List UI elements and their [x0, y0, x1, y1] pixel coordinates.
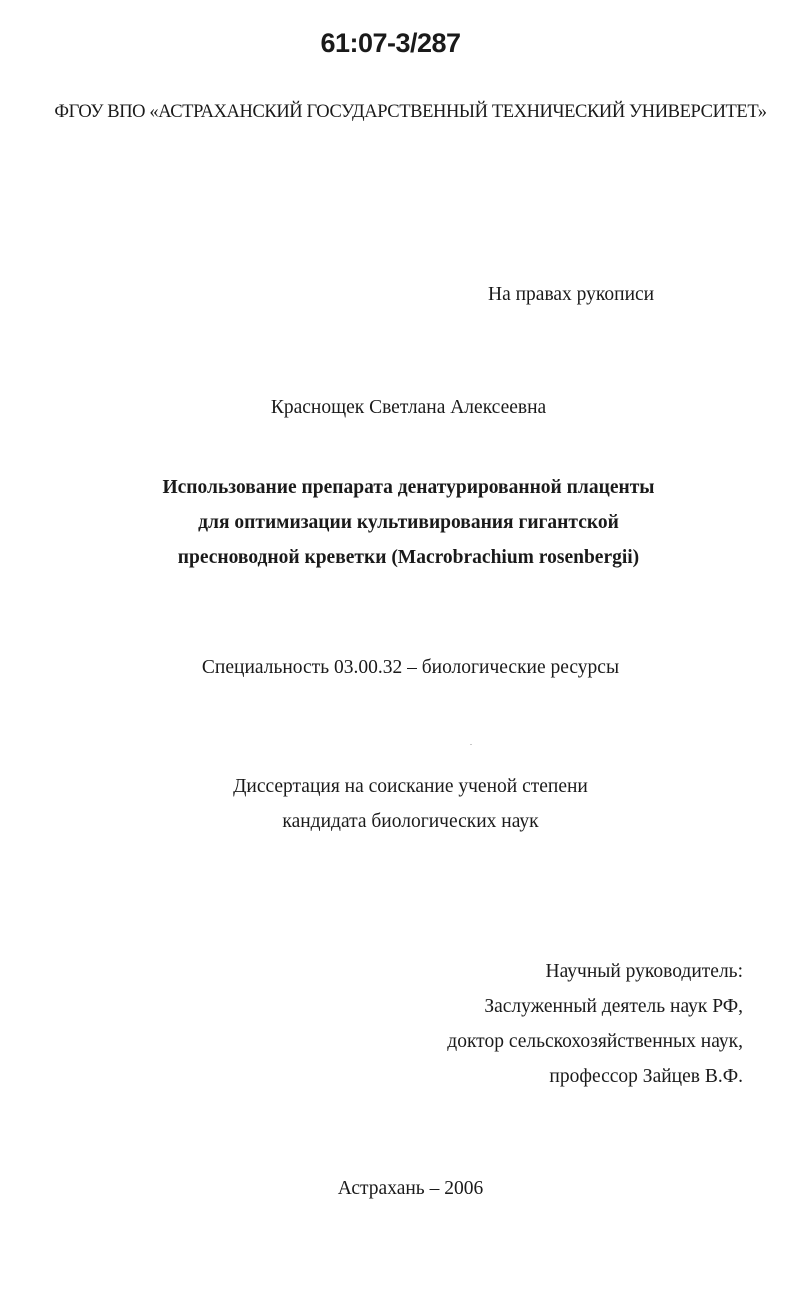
city-year-text: Астрахань – 2006 [337, 1178, 484, 1199]
catalog-number [0, 28, 793, 59]
scan-speck [470, 744, 472, 745]
supervisor-line: Научный руководитель: [545, 961, 743, 982]
title-line: для оптимизации культивирования гигантской [198, 512, 619, 533]
specialty [0, 657, 793, 679]
supervisor-line: Заслуженный деятель наук РФ, [484, 996, 743, 1017]
supervisor-line: профессор Зайцев В.Ф. [549, 1066, 743, 1087]
degree-statement [0, 769, 793, 839]
author-name [0, 397, 793, 419]
supervisor-block [447, 954, 743, 1094]
author-name-text: Краснощек Светлана Алексеевна [270, 397, 547, 418]
title-line: пресноводной креветки (Macrobrachium rosenbergii) [177, 547, 640, 568]
degree-line: Диссертация на соискание ученой степени [233, 776, 588, 797]
organization-header [0, 102, 793, 123]
degree-line: кандидата биологических наук [282, 811, 539, 832]
organization-text: ФГОУ ВПО «АСТРАХАНСКИЙ ГОСУДАРСТВЕННЫЙ ТЕХНИЧЕСКИЙ УНИВЕРСИТЕТ» [54, 102, 767, 122]
dissertation-title [0, 470, 793, 575]
catalog-number-text: 61:07-3/287 [320, 28, 461, 58]
specialty-text: Специальность 03.00.32 – биологические ресурсы [201, 657, 620, 678]
supervisor-line: доктор сельскохозяйственных наук, [447, 1031, 743, 1052]
title-line: Использование препарата денатурированной плаценты [162, 477, 655, 498]
city-year [0, 1178, 793, 1200]
manuscript-rights-note: На правах рукописи [488, 284, 655, 305]
